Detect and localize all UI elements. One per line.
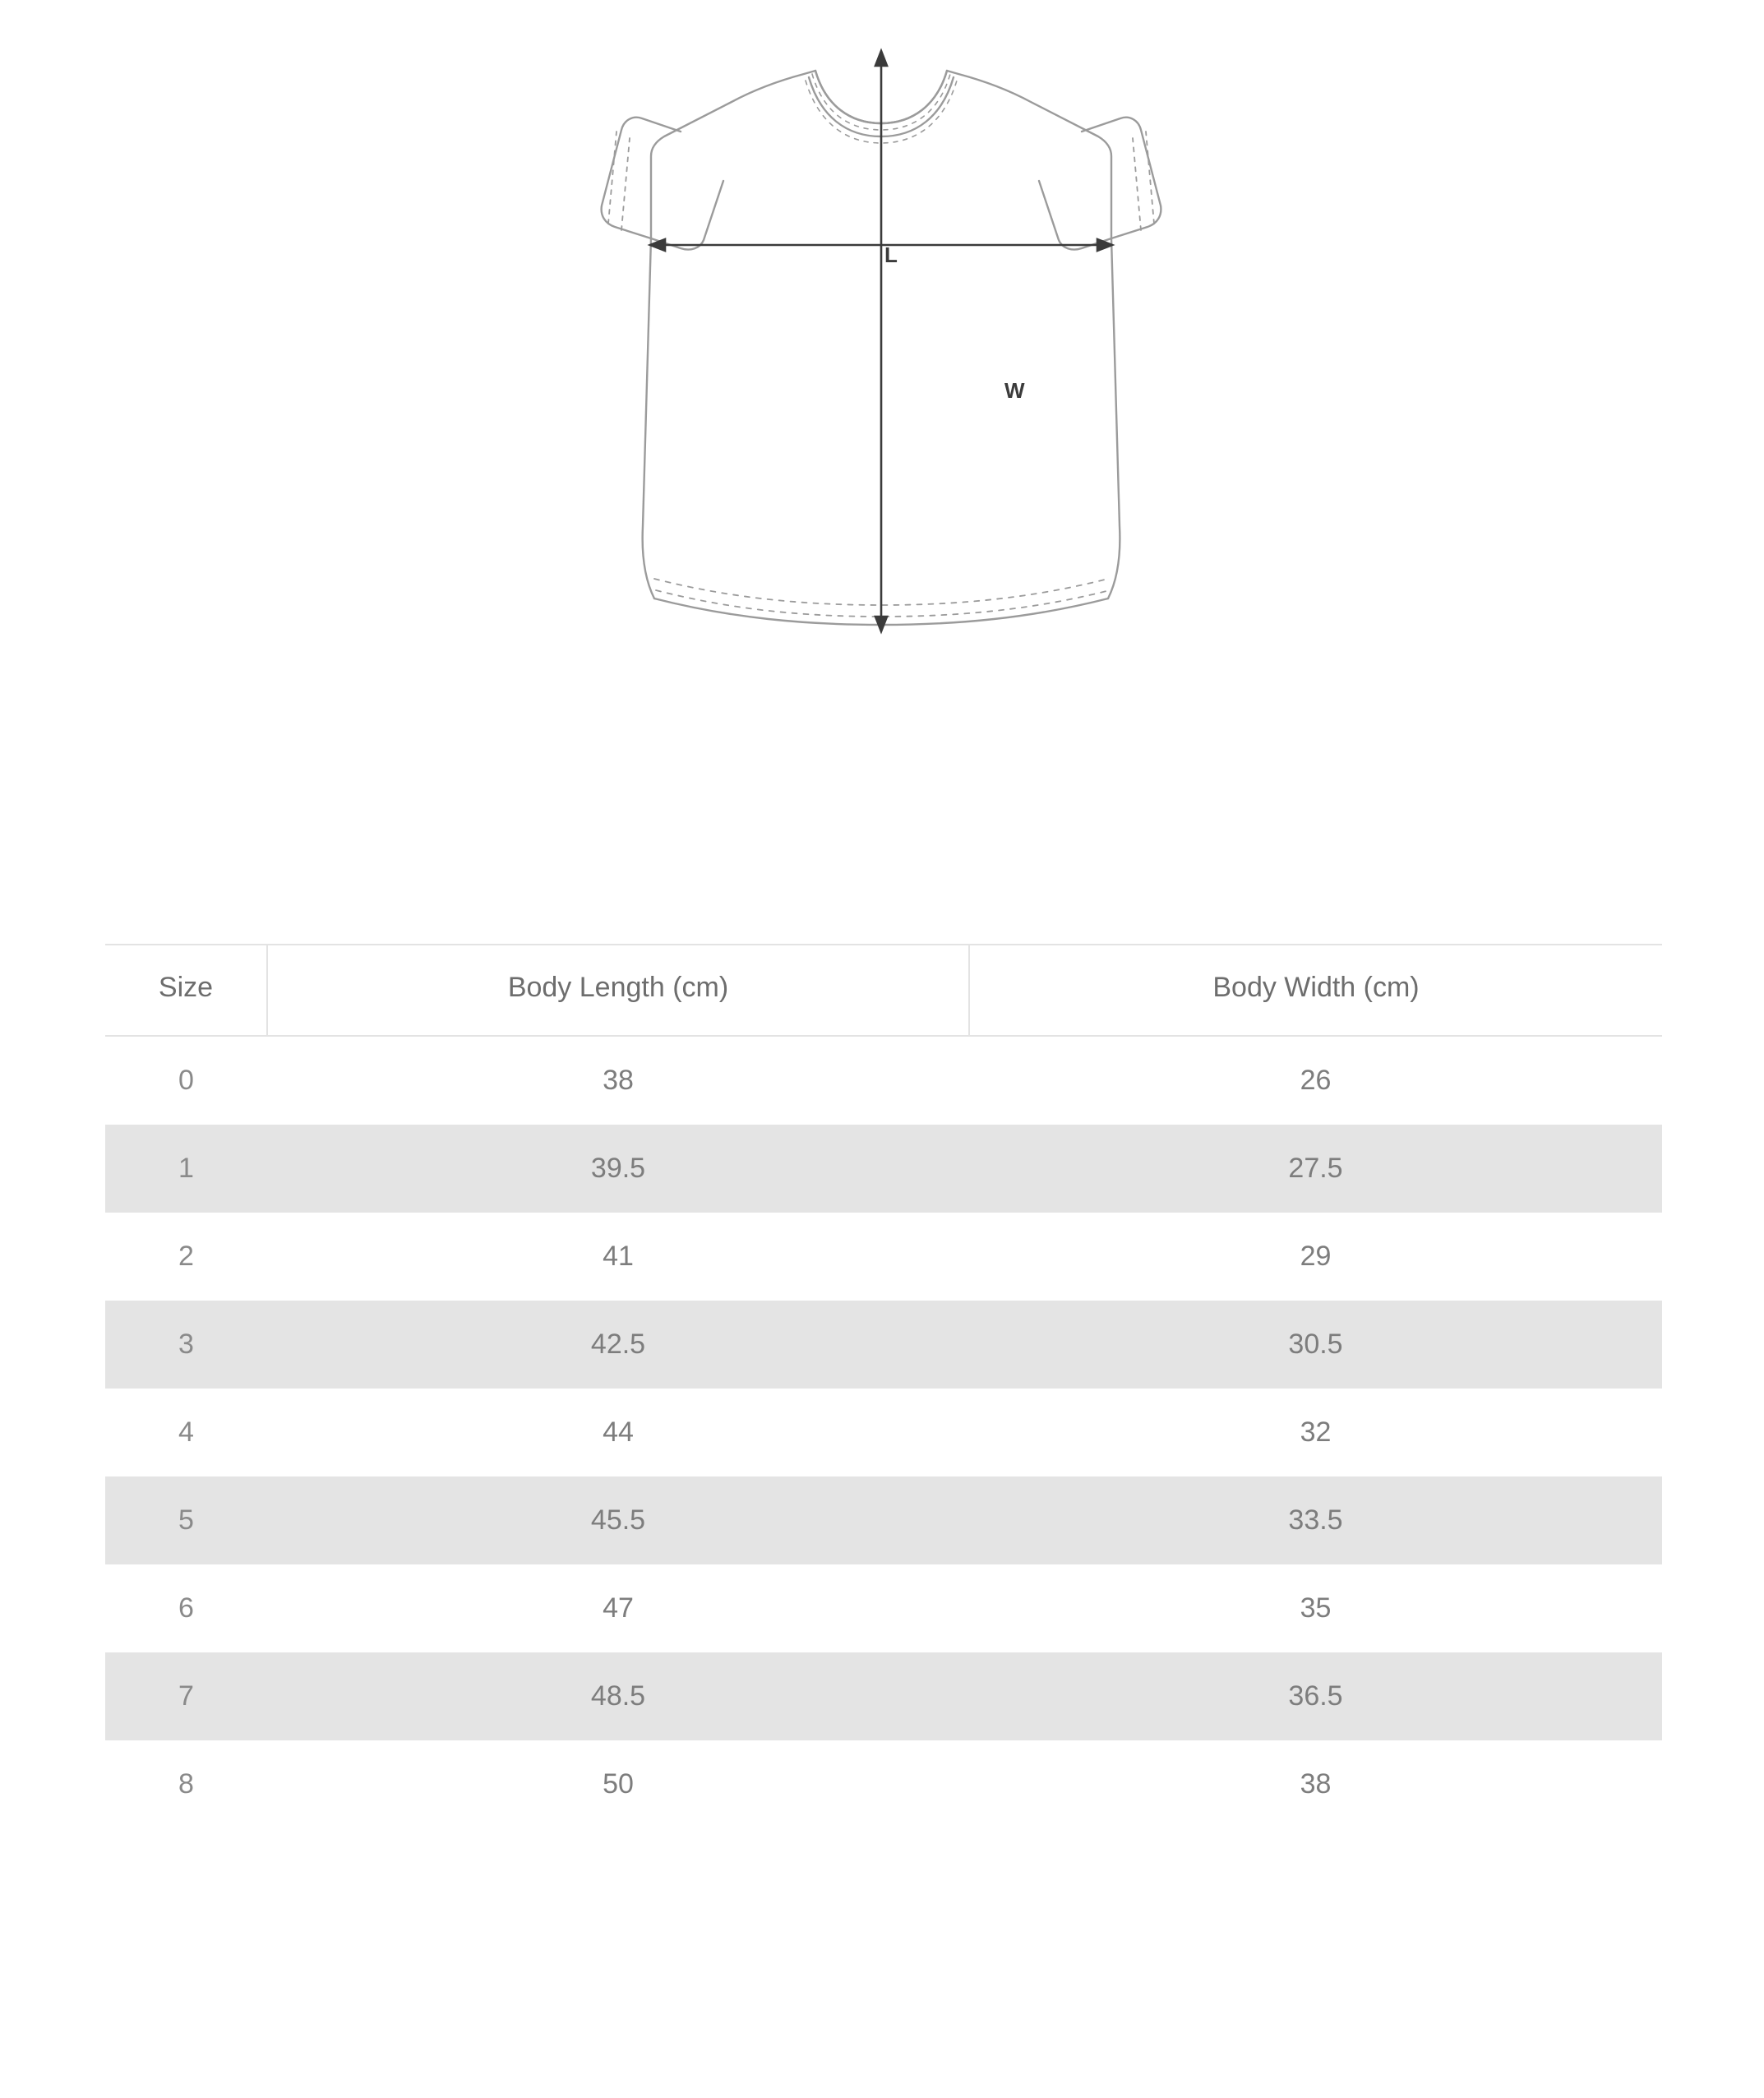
garment-diagram-region bbox=[0, 0, 1764, 921]
cell-body-width: 26 bbox=[1300, 1065, 1332, 1096]
table-row bbox=[105, 1036, 1662, 1125]
cell-body-length: 45.5 bbox=[267, 1476, 969, 1564]
table-header-row bbox=[105, 945, 1662, 1036]
table-row bbox=[105, 1125, 1662, 1213]
cell-size: 5 bbox=[105, 1476, 267, 1564]
cell-size: 4 bbox=[178, 1416, 194, 1448]
size-measurements-table bbox=[105, 944, 1662, 1828]
cell-body-width: 33.5 bbox=[969, 1476, 1662, 1564]
body-width-dimension-label: W bbox=[1004, 378, 1026, 403]
cell-body-length: 38 bbox=[603, 1065, 634, 1096]
cell-size: 1 bbox=[105, 1125, 267, 1213]
table-header bbox=[105, 945, 1662, 1036]
cell-body-width: 32 bbox=[1300, 1416, 1332, 1448]
cell-size: 8 bbox=[178, 1768, 194, 1800]
cell-size: 7 bbox=[105, 1652, 267, 1740]
table-row bbox=[105, 1476, 1662, 1564]
cell-body-length: 48.5 bbox=[267, 1652, 969, 1740]
cell-body-length: 41 bbox=[603, 1241, 634, 1272]
cell-body-width: 36.5 bbox=[969, 1652, 1662, 1740]
cell-size: 0 bbox=[178, 1065, 194, 1096]
column-header-body-width: Body Width (cm) bbox=[969, 945, 1662, 1036]
table-body bbox=[105, 1036, 1662, 1828]
tshirt-outline-icon bbox=[460, 33, 1249, 773]
table-row bbox=[105, 1389, 1662, 1476]
cell-body-length: 44 bbox=[603, 1416, 634, 1448]
cell-body-width: 29 bbox=[1300, 1241, 1332, 1272]
cell-size: 2 bbox=[178, 1241, 194, 1272]
column-header-size: Size bbox=[105, 945, 267, 1036]
cell-body-length: 47 bbox=[603, 1592, 634, 1624]
cell-body-length: 39.5 bbox=[267, 1125, 969, 1213]
table-row bbox=[105, 1740, 1662, 1828]
column-header-body-length: Body Length (cm) bbox=[267, 945, 969, 1036]
size-table-region bbox=[105, 944, 1659, 1828]
table-row bbox=[105, 1301, 1662, 1389]
cell-body-width: 35 bbox=[1300, 1592, 1332, 1624]
table-row bbox=[105, 1564, 1662, 1652]
table-row bbox=[105, 1652, 1662, 1740]
body-length-dimension-label: L bbox=[884, 243, 898, 267]
cell-size: 6 bbox=[178, 1592, 194, 1624]
cell-body-length: 50 bbox=[603, 1768, 634, 1800]
cell-body-width: 30.5 bbox=[969, 1301, 1662, 1389]
table-row bbox=[105, 1213, 1662, 1301]
cell-body-width: 27.5 bbox=[969, 1125, 1662, 1213]
cell-body-length: 42.5 bbox=[267, 1301, 969, 1389]
cell-size: 3 bbox=[105, 1301, 267, 1389]
cell-body-width: 38 bbox=[1300, 1768, 1332, 1800]
